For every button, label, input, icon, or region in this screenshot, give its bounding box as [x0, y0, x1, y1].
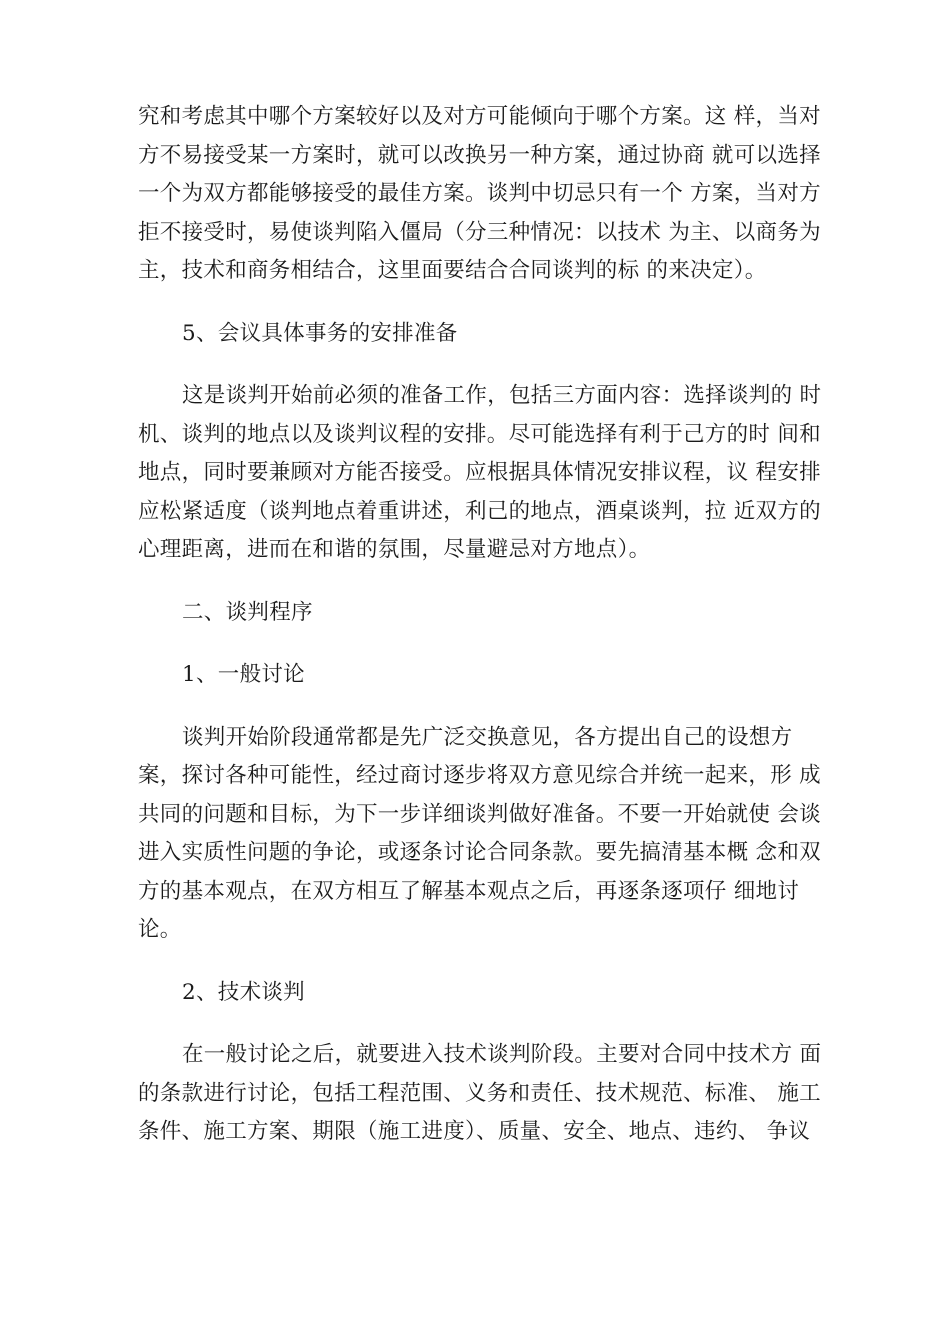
text-line: 一个为双方都能够接受的最佳方案。谈判中切忌只有一个 方案，当对方 [138, 181, 821, 206]
text-line: 的条款进行讨论，包括工程范围、义务和责任、技术规范、标准、 施工 [138, 1080, 821, 1106]
text-line: 进入实质性问题的争论，或逐条讨论合同条款。要先搞清基本概 念和双 [138, 840, 821, 865]
document-page [138, 98, 830, 1152]
text-line: 这是谈判开始前必须的准备工作，包括三方面内容：选择谈判的 时 [182, 383, 822, 408]
section-heading: 5、会议具体事务的安排准备 [182, 320, 458, 346]
paragraph-gap [138, 632, 830, 656]
paragraph-preparation-work [138, 377, 830, 570]
text-line: 案，探讨各种可能性，经过商讨逐步将双方意见综合并统一起来，形 成 [138, 763, 821, 788]
paragraph-gap [138, 950, 830, 974]
heading-negotiation-procedure [138, 594, 830, 633]
paragraph-gap [138, 570, 830, 594]
text-line: 方的基本观点，在双方相互了解基本观点之后，再逐条逐项仔 细地讨 [138, 878, 800, 904]
text-line: 条件、施工方案、期限（施工进度）、质量、安全、地点、违约、 争议 [138, 1119, 811, 1144]
paragraph-gap [138, 291, 830, 315]
paragraph-gap [138, 695, 830, 719]
text-line: 应松紧适度（谈判地点着重讲述，利己的地点，酒桌谈判，拉 近双方的 [138, 498, 821, 524]
text-line: 机、谈判的地点以及谈判议程的安排。尽可能选择有利于己方的时 间和 [138, 421, 821, 447]
paragraph-alternative-plans [138, 98, 830, 291]
paragraph-gap [138, 1012, 830, 1036]
text-line: 拒不接受时，易使谈判陷入僵局（分三种情况：以技术 为主、以商务为 [138, 219, 821, 245]
text-line: 谈判开始阶段通常都是先广泛交换意见，各方提出自己的设想方 [182, 724, 793, 750]
paragraph-technical-negotiation [138, 1036, 830, 1152]
text-line: 主，技术和商务相结合，这里面要结合合同谈判的标 的来决定）。 [138, 258, 767, 283]
paragraph-gap [138, 353, 830, 377]
text-line: 共同的问题和目标，为下一步详细谈判做好准备。不要一开始就使 会谈 [138, 801, 821, 827]
text-line: 究和考虑其中哪个方案较好以及对方可能倾向于哪个方案。这 样，当对 [138, 104, 821, 129]
heading-general-discussion [138, 656, 830, 695]
text-line: 心理距离，进而在和谐的氛围，尽量避忌对方地点）。 [138, 537, 651, 562]
text-line: 论。 [138, 917, 182, 942]
text-line: 方不易接受某一方案时，就可以改换另一种方案，通过协商 就可以选择 [138, 142, 821, 168]
heading-technical-negotiation [138, 974, 830, 1013]
section-heading: 二、谈判程序 [182, 599, 313, 625]
section-heading: 1、一般讨论 [182, 662, 305, 687]
text-line: 在一般讨论之后，就要进入技术谈判阶段。主要对合同中技术方 面 [182, 1042, 822, 1067]
text-line: 地点，同时要兼顾对方能否接受。应根据具体情况安排议程，议 程安排 [138, 460, 821, 485]
paragraph-general-discussion [138, 719, 830, 950]
heading-meeting-arrangement [138, 315, 830, 354]
section-heading: 2、技术谈判 [182, 979, 305, 1005]
